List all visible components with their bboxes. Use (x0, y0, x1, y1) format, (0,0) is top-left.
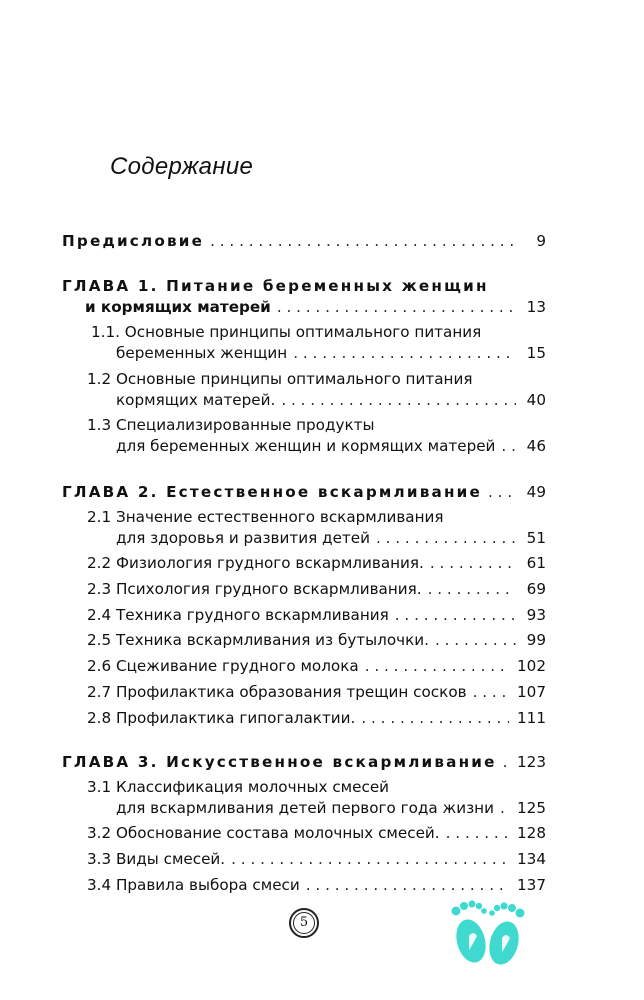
toc-entry-2-8[interactable] (62, 708, 546, 729)
toc-entry-text: ГЛАВА 2. Естественное вскармливание (62, 483, 483, 501)
toc-entry-text: 1.3 Специализированные продукты (87, 416, 375, 434)
toc-entry-text: 3.3 Виды смесей. (87, 850, 226, 868)
toc-entry-text: 2.1 Значение естественного вскармливания (87, 508, 444, 526)
leader-dots (359, 656, 509, 677)
leader-dots (204, 231, 516, 252)
leader-dots (497, 752, 509, 773)
toc-entry-3-2[interactable] (62, 823, 546, 844)
toc-entry-chapter-2[interactable] (62, 482, 546, 503)
toc-page-number: 134 (517, 850, 546, 868)
toc-entry-text (62, 277, 489, 295)
toc-entry-2-4[interactable] (62, 605, 546, 626)
leader-dots (429, 630, 516, 651)
toc-page-number: 99 (526, 631, 546, 649)
leader-dots (355, 708, 509, 729)
toc-entry-text: кормящих матерей. (116, 391, 276, 409)
toc-entry-text: 2.7 Профилактика образования трещин сосков (87, 683, 467, 701)
toc-entry-text: Предисловие (62, 232, 205, 250)
toc-entry-chapter-1[interactable] (62, 276, 546, 318)
toc-page-number: 49 (526, 483, 546, 501)
toc-page-number: 128 (517, 824, 546, 842)
toc-entry-text: 3.4 Правила выбора смеси (87, 876, 300, 894)
toc-entry-2-6[interactable] (62, 656, 546, 677)
toc-page-number: 61 (526, 554, 546, 572)
toc-page-number: 107 (517, 683, 546, 701)
toc-entry-preface[interactable] (62, 231, 546, 252)
toc-page-number: 137 (517, 876, 546, 894)
leader-dots (495, 436, 516, 457)
toc-entry-2-1[interactable] (62, 507, 546, 549)
leader-dots (440, 823, 509, 844)
leader-dots (271, 297, 516, 318)
page-number: 5 (289, 908, 319, 938)
toc-entry-text: 2.2 Физиология грудного вскармливания. (87, 554, 424, 572)
toc-page-number: 111 (517, 709, 546, 727)
toc-page-number: 102 (517, 657, 546, 675)
toc-entry-2-5[interactable] (62, 630, 546, 651)
toc-entry-2-7[interactable] (62, 682, 546, 703)
toc-page-number: 93 (526, 606, 546, 624)
leader-dots (370, 528, 516, 549)
leader-dots (389, 605, 516, 626)
toc-entry-text: 2.6 Сцеживание грудного молока (87, 657, 359, 675)
leader-dots (482, 482, 516, 503)
toc-entry-text: 2.8 Профилактика гипогалактии. (87, 709, 356, 727)
toc-entry-1-1[interactable] (62, 322, 546, 364)
toc-page-number: 15 (526, 344, 546, 362)
chapter-label: ГЛАВА 1. Питание беременных женщин (62, 277, 489, 295)
toc-entry-text: 2.5 Техника вскармливания из бутылочки. (87, 631, 429, 649)
toc-entry-text: 1.2 Основные принципы оптимального питания (87, 370, 473, 388)
toc-entry-text: 1.1. Основные принципы оптимального питания (91, 323, 482, 341)
footprints-icon (447, 896, 529, 974)
toc-page-number: 46 (526, 437, 546, 455)
toc-page-number: 51 (526, 529, 546, 547)
toc-entry-text: 2.3 Психология грудного вскармливания. (87, 580, 422, 598)
toc-entry-text: для вскармливания детей первого года жизни (116, 799, 494, 817)
toc-entry-3-3[interactable] (62, 849, 546, 870)
toc-entry-2-2[interactable] (62, 553, 546, 574)
toc-page-number: 123 (517, 753, 546, 771)
toc-entry-text: 3.1 Классификация молочных смесей (87, 778, 390, 796)
toc-entry-text: 2.4 Техника грудного вскармливания (87, 606, 389, 624)
toc-page-number: 9 (536, 232, 546, 250)
toc-entry-1-2[interactable] (62, 369, 546, 411)
leader-dots (275, 390, 516, 411)
toc-page-number: 40 (526, 391, 546, 409)
leader-dots (422, 579, 516, 600)
toc-entry-text: для беременных женщин и кормящих матерей (116, 437, 496, 455)
leader-dots (494, 798, 509, 819)
toc-entry-3-4[interactable] (62, 875, 546, 896)
toc-entry-text: 3.2 Обоснование состава молочных смесей. (87, 824, 440, 842)
leader-dots (287, 343, 516, 364)
toc-entry-2-3[interactable] (62, 579, 546, 600)
toc-entry-1-3[interactable] (62, 415, 546, 457)
page-title: Содержание (110, 153, 254, 180)
toc-entry-text: беременных женщин (116, 344, 288, 362)
toc-entry-3-1[interactable] (62, 777, 546, 819)
leader-dots (300, 875, 509, 896)
toc-entry-chapter-3[interactable] (62, 752, 546, 773)
toc-page-number: 13 (526, 298, 546, 316)
toc-page-number: 69 (526, 580, 546, 598)
toc-entry-text: и кормящих матерей (85, 298, 271, 316)
toc-entry-text: ГЛАВА 3. Искусственное вскармливание (62, 753, 497, 771)
leader-dots (424, 553, 516, 574)
leader-dots (225, 849, 509, 870)
toc-page-number: 125 (517, 799, 546, 817)
leader-dots (467, 682, 509, 703)
toc-entry-text: для здоровья и развития детей (116, 529, 370, 547)
